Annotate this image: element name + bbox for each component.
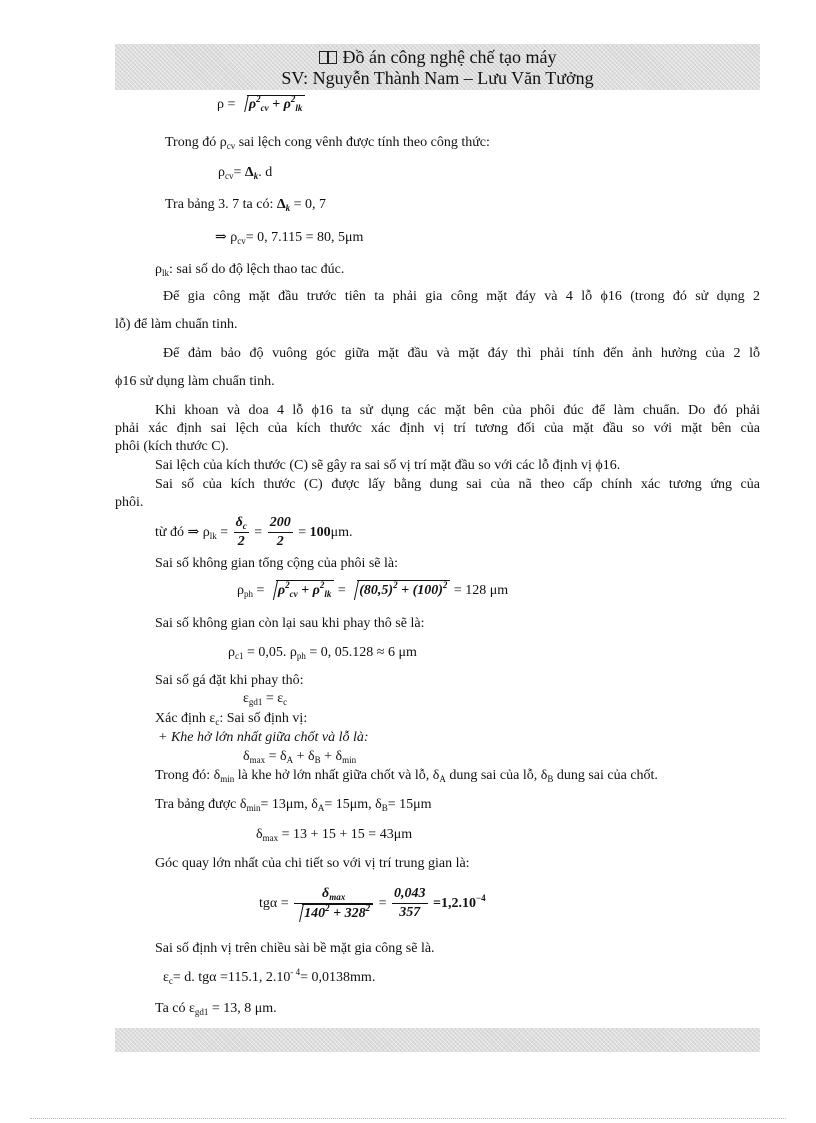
- formula-rho-lk: từ đó ⇒ $\rho_{lk}$ = $\frac{\delta_c}{2}$ = $\frac{200}{2}$ = 100μm.: [155, 515, 353, 550]
- paragraph-4: Sai lệch của kích thước (C) sẽ gây ra sai số vị trí mặt đầu so với các lỗ định vị ϕ16.: [155, 458, 621, 473]
- text-sai-so-ga-dat: Sai số gá đặt khi phay thô:: [155, 673, 304, 688]
- text-sai-so-khong-gian: Sai số không gian tổng cộng của phôi sẽ là:: [155, 556, 399, 571]
- page-header: [115, 44, 760, 90]
- text-tra-bang-duoc: Tra bảng được $\delta_{min}= 13\mu m$, $\delta_A= 15\mu m$, $\delta_B= 15\mu m$: [155, 797, 432, 813]
- formula-tg-alpha: tgα = $\delta_{max}$ $140^2 + 328^2$ = $\frac{0,043}{357}$ $=1,2.10^{-4}$: [259, 885, 486, 921]
- text-khe-ho: + Khe hở lớn nhất giữa chốt và lỗ là:: [158, 730, 369, 745]
- text-xac-dinh-eps-c: Xác định $\varepsilon_c$: Sai số định vị:: [155, 711, 308, 727]
- text-tra-bang-37: Tra bảng 3. 7 ta có: $\Delta_k = 0$, 7: [165, 197, 327, 213]
- paragraph-5-line-2: phôi.: [115, 495, 144, 510]
- header-title: Đồ án công nghệ chế tạo máy: [342, 47, 557, 67]
- text-sai-so-dinh-vi: Sai số định vị trên chiều sài bề mặt gia công sẽ là.: [155, 941, 435, 956]
- formula-rho-cv-value: ⇒ $\rho_{cv}= 0$, 7.115 = 80, 5μm: [215, 230, 364, 246]
- paragraph-2-line-1: Để đảm bảo độ vuông góc giữa mặt đầu và mặt đáy thì phải tính đến ảnh hưởng của 2 lỗ: [163, 346, 760, 361]
- text-trong-do: Trong đó: $\delta_{min}$ là khe hở lớn nhất giữa chốt và lỗ, $\delta_A$ dung sai của lỗ, $\delta_B$ dung sai của chốt.: [155, 768, 658, 784]
- paragraph-3-line-3: phôi (kích thước C).: [115, 439, 229, 454]
- text-sai-so-con-lai: Sai số không gian còn lại sau khi phay thô sẽ là:: [155, 616, 425, 631]
- paragraph-3-line-1: Khi khoan và doa 4 lỗ ϕ16 ta sử dụng các mặt bên của phôi đúc để làm chuẩn. Do đó phải: [155, 403, 760, 418]
- header-students: SV: Nguyễn Thành Nam – Lưu Văn Tưởng: [281, 68, 594, 88]
- text-ta-co: Ta có $\varepsilon_{gd1} = 13$, 8 μm.: [155, 1001, 277, 1017]
- formula-rho: $\rho = \rho^2_{cv} + \rho^2_{lk}$: [217, 95, 305, 113]
- book-icon: [319, 51, 337, 64]
- page-bottom-rule: [30, 1118, 786, 1119]
- formula-eps-gd1: $\varepsilon_{gd1} = \varepsilon_c$: [243, 691, 288, 707]
- formula-delta-max: $\delta_{max} = \delta_A + \delta_B + \delta_{min}$: [243, 749, 357, 765]
- paragraph-2-line-2: ϕ16 sử dụng làm chuẩn tinh.: [115, 374, 275, 389]
- text-rho-cv-intro: Trong đó $\rho_{cv}$ sai lệch cong vênh được tính theo công thức:: [165, 135, 490, 151]
- formula-delta-max-value: $\delta_{max} = 13 + 15 + 15 = 43\mu m$: [256, 827, 413, 843]
- paragraph-5-line-1: Sai số của kích thước (C) được lấy bằng dung sai của nã theo cấp chính xác tương ứng của: [155, 477, 760, 492]
- formula-rho-ph: $\rho_{ph} = \rho^2_{cv} + \rho^2_{lk} = (80,5)^2 + (100)^2 = 128$ μm: [237, 580, 509, 599]
- formula-rho-c1: $\rho_{c1} = 0,05$. $\rho_{ph} = 0$, 05.128 ≈ 6 μm: [228, 645, 417, 661]
- text-rho-lk-def: $\rho_{lk}$: sai số do độ lệch thao tac đúc.: [155, 262, 345, 278]
- paragraph-3-line-2: phải xác định sai lệch của kích thước xác định vị trí tương đối của mặt đầu so với mặt bên của: [115, 421, 760, 436]
- page-footer: [115, 1028, 760, 1052]
- formula-rho-cv: $\rho_{cv}= \Delta_k$. d: [218, 165, 273, 181]
- paragraph-1-line-1: Để gia công mặt đầu trước tiên ta phải gia công mặt đáy và 4 lỗ ϕ16 (trong đó sử dụng 2: [163, 289, 760, 304]
- text-goc-quay: Góc quay lớn nhất của chi tiết so với vị trí trung gian là:: [155, 856, 470, 871]
- formula-eps-c: $\varepsilon_c= d$. tgα =115.1, $2.10^{- 4}= 0,0138mm$.: [163, 967, 376, 986]
- paragraph-1-line-2: lỗ) để làm chuẩn tinh.: [115, 317, 238, 332]
